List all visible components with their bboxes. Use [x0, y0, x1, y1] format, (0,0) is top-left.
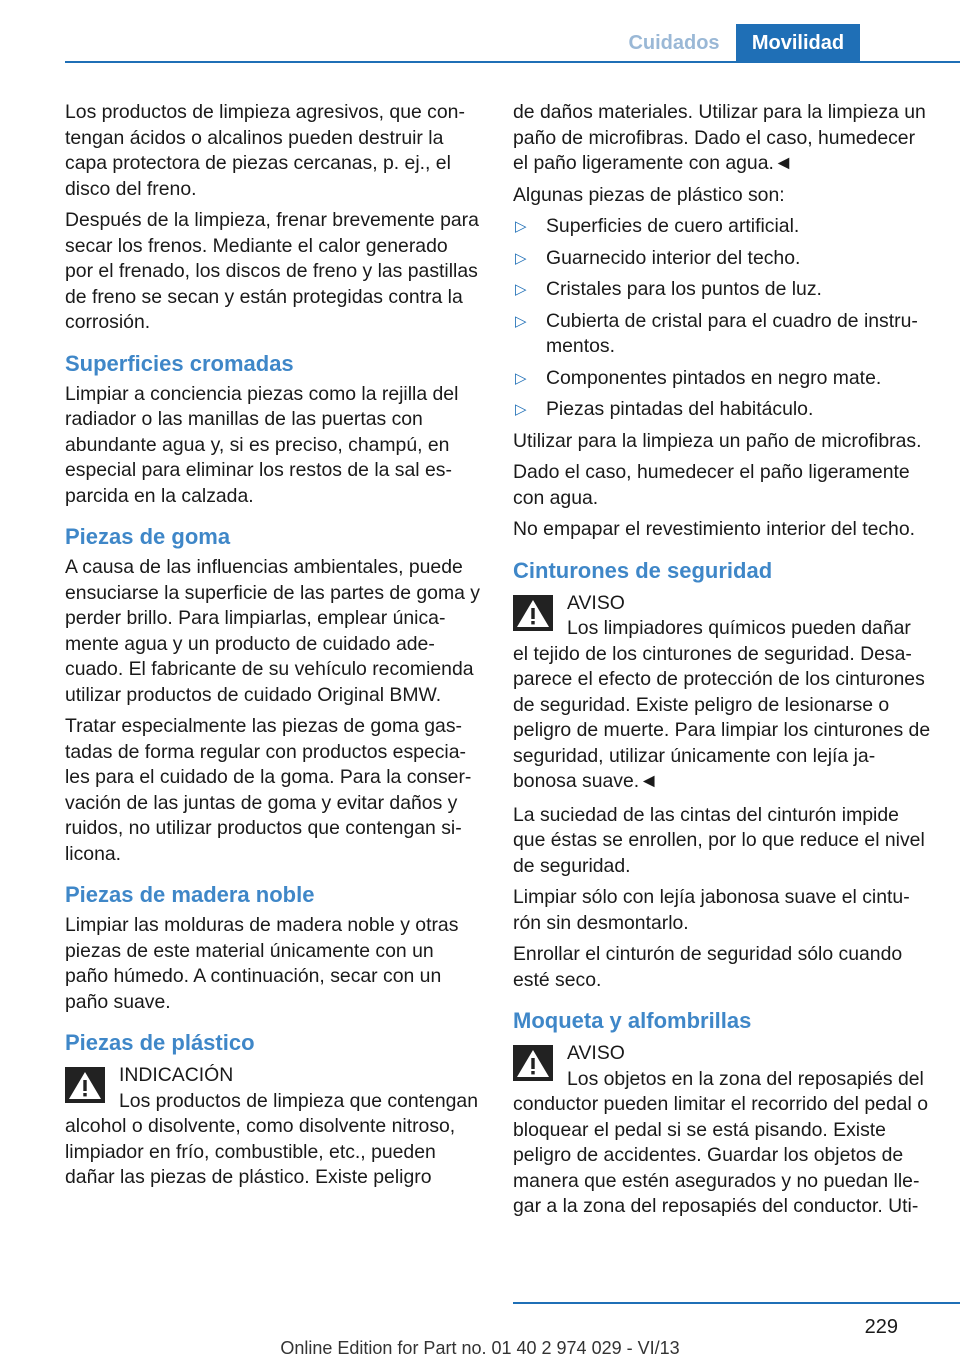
section-heading: Piezas de plástico: [65, 1030, 255, 1055]
list-item: [513, 366, 931, 392]
list-item: [513, 277, 931, 303]
list-item: [513, 397, 931, 423]
plastic-parts-list: [513, 214, 931, 423]
list-item-text: Piezas pintadas del habitáculo.: [546, 398, 814, 420]
warning-title: AVISO: [567, 591, 625, 614]
bullet-triangle-icon: ▷: [515, 369, 527, 387]
paragraph: La suciedad de las cintas del cinturón impide que éstas se enrollen, por lo que reduce el nivel de seguridad.: [513, 803, 925, 877]
paragraph: No empapar el revestimiento interior del techo.: [513, 518, 916, 540]
warning-triangle-icon: [65, 1067, 105, 1103]
paragraph: Los productos de limpieza agresivos, que contengan ácidos o alcalinos pueden destruir la capa protectora de piezas cercanas, p. ej., el disco del freno.: [65, 101, 465, 200]
warning-triangle-icon: [513, 595, 553, 631]
bullet-triangle-icon: ▷: [515, 281, 527, 298]
paragraph: Tratar especialmente las piezas de goma gastadas de forma regular con productos especiales para el cuidado de la goma. Para la conservación de las juntas de goma y evitar daños y ruidos, no utilizar productos que contengan silicona.: [65, 715, 472, 865]
paragraph: de daños materiales. Utilizar para la limpieza un paño de microfibras. Dado el caso, humedecer el paño ligeramente con agua.◄: [513, 101, 926, 174]
warning-text: Los limpiadores químicos pueden dañar el tejido de los cinturones de seguridad. Desaparece el efecto de protección de los cinturones de seguridad. Existe peligro de lesionarse o peligro de muerte. Para limpiar los cinturones de seguridad, utilizar únicamente con lejía jabonosa suave.◄: [513, 617, 931, 792]
left-column: [65, 100, 481, 1199]
tab-movilidad[interactable]: Movilidad: [736, 24, 860, 62]
bullet-triangle-icon: ▷: [515, 218, 527, 235]
notice-text: Los productos de limpieza que contengan alcohol o disolvente, como disolvente nitroso, limpiador en frío, combustible, etc., pueden dañar las piezas de plástico. Existe peligro: [65, 1089, 478, 1188]
footer-rule: [513, 1302, 960, 1304]
paragraph: Dado el caso, humedecer el paño ligeramente con agua.: [513, 461, 910, 509]
warning-box: [513, 591, 931, 795]
section-heading: Piezas de goma: [65, 524, 231, 549]
list-item: [513, 246, 931, 272]
list-item-text: Guarnecido interior del techo.: [546, 246, 801, 269]
list-item: [513, 214, 931, 240]
paragraph: Limpiar las molduras de madera noble y otras piezas de este material únicamente con un paño húmedo. A continuación, secar con un paño suave.: [65, 914, 459, 1013]
list-item-text: Cubierta de cristal para el cuadro de instrumentos.: [546, 309, 918, 357]
section-heading: Cinturones de seguridad: [513, 557, 773, 583]
paragraph: Limpiar sólo con lejía jabonosa suave el cinturón sin desmontarlo.: [513, 886, 910, 934]
section-heading: Superficies cromadas: [65, 350, 294, 376]
notice-box: [65, 1063, 481, 1191]
notice-title: INDICACIÓN: [119, 1064, 234, 1086]
paragraph: Después de la limpieza, frenar brevemente para secar los frenos. Mediante el calor generado por el frenado, los discos de freno y las pastillas de freno se secan y están protegidas contra la corrosión.: [65, 209, 479, 333]
section-heading: Piezas de madera noble: [65, 882, 315, 907]
bullet-triangle-icon: ▷: [515, 249, 527, 267]
paragraph: Enrollar el cinturón de seguridad sólo cuando esté seco.: [513, 943, 903, 991]
tab-cuidados[interactable]: Cuidados: [628, 32, 720, 54]
page-number: 229: [864, 1316, 898, 1338]
warning-box: [513, 1041, 931, 1220]
list-item-text: Componentes pintados en negro mate.: [546, 366, 882, 389]
list-item-text: Superficies de cuero artificial.: [546, 215, 800, 237]
bullet-triangle-icon: ▷: [515, 401, 527, 418]
warning-triangle-icon: [513, 1045, 553, 1081]
list-item-text: Cristales para los puntos de luz.: [546, 278, 822, 300]
edition-footer: Online Edition for Part no. 01 40 2 974 029 - VI/13: [280, 1338, 680, 1358]
paragraph: Limpiar a conciencia piezas como la rejilla del radiador o las manillas de las puertas con abundante agua y, si es preciso, champú, en especial para eliminar los restos de la sal esparcida en la calzada.: [65, 382, 459, 507]
warning-title: AVISO: [567, 1042, 625, 1064]
bullet-triangle-icon: ▷: [515, 312, 527, 330]
paragraph: Algunas piezas de plástico son:: [513, 183, 785, 206]
paragraph: A causa de las influencias ambientales, puede ensuciarse la superficie de las partes de goma y perder brillo. Para limpiarlas, emplear únicamente agua y un producto de cuidado adecuado. El fabricante de su vehículo recomienda utilizar productos de cuidado Original BMW.: [65, 556, 480, 706]
list-item: [513, 309, 931, 360]
warning-text: Los objetos en la zona del reposapiés del conductor pueden limitar el recorrido del pedal o bloquear el pedal si se está pisando. Existe peligro de accidentes. Guardar los objetos de manera que estén asegurados y no puedan llegar a la zona del reposapiés del conductor. Uti-: [513, 1067, 928, 1217]
section-heading: Moqueta y alfombrillas: [513, 1008, 752, 1033]
right-column: [513, 100, 931, 1228]
paragraph: Utilizar para la limpieza un paño de microfibras.: [513, 429, 922, 452]
